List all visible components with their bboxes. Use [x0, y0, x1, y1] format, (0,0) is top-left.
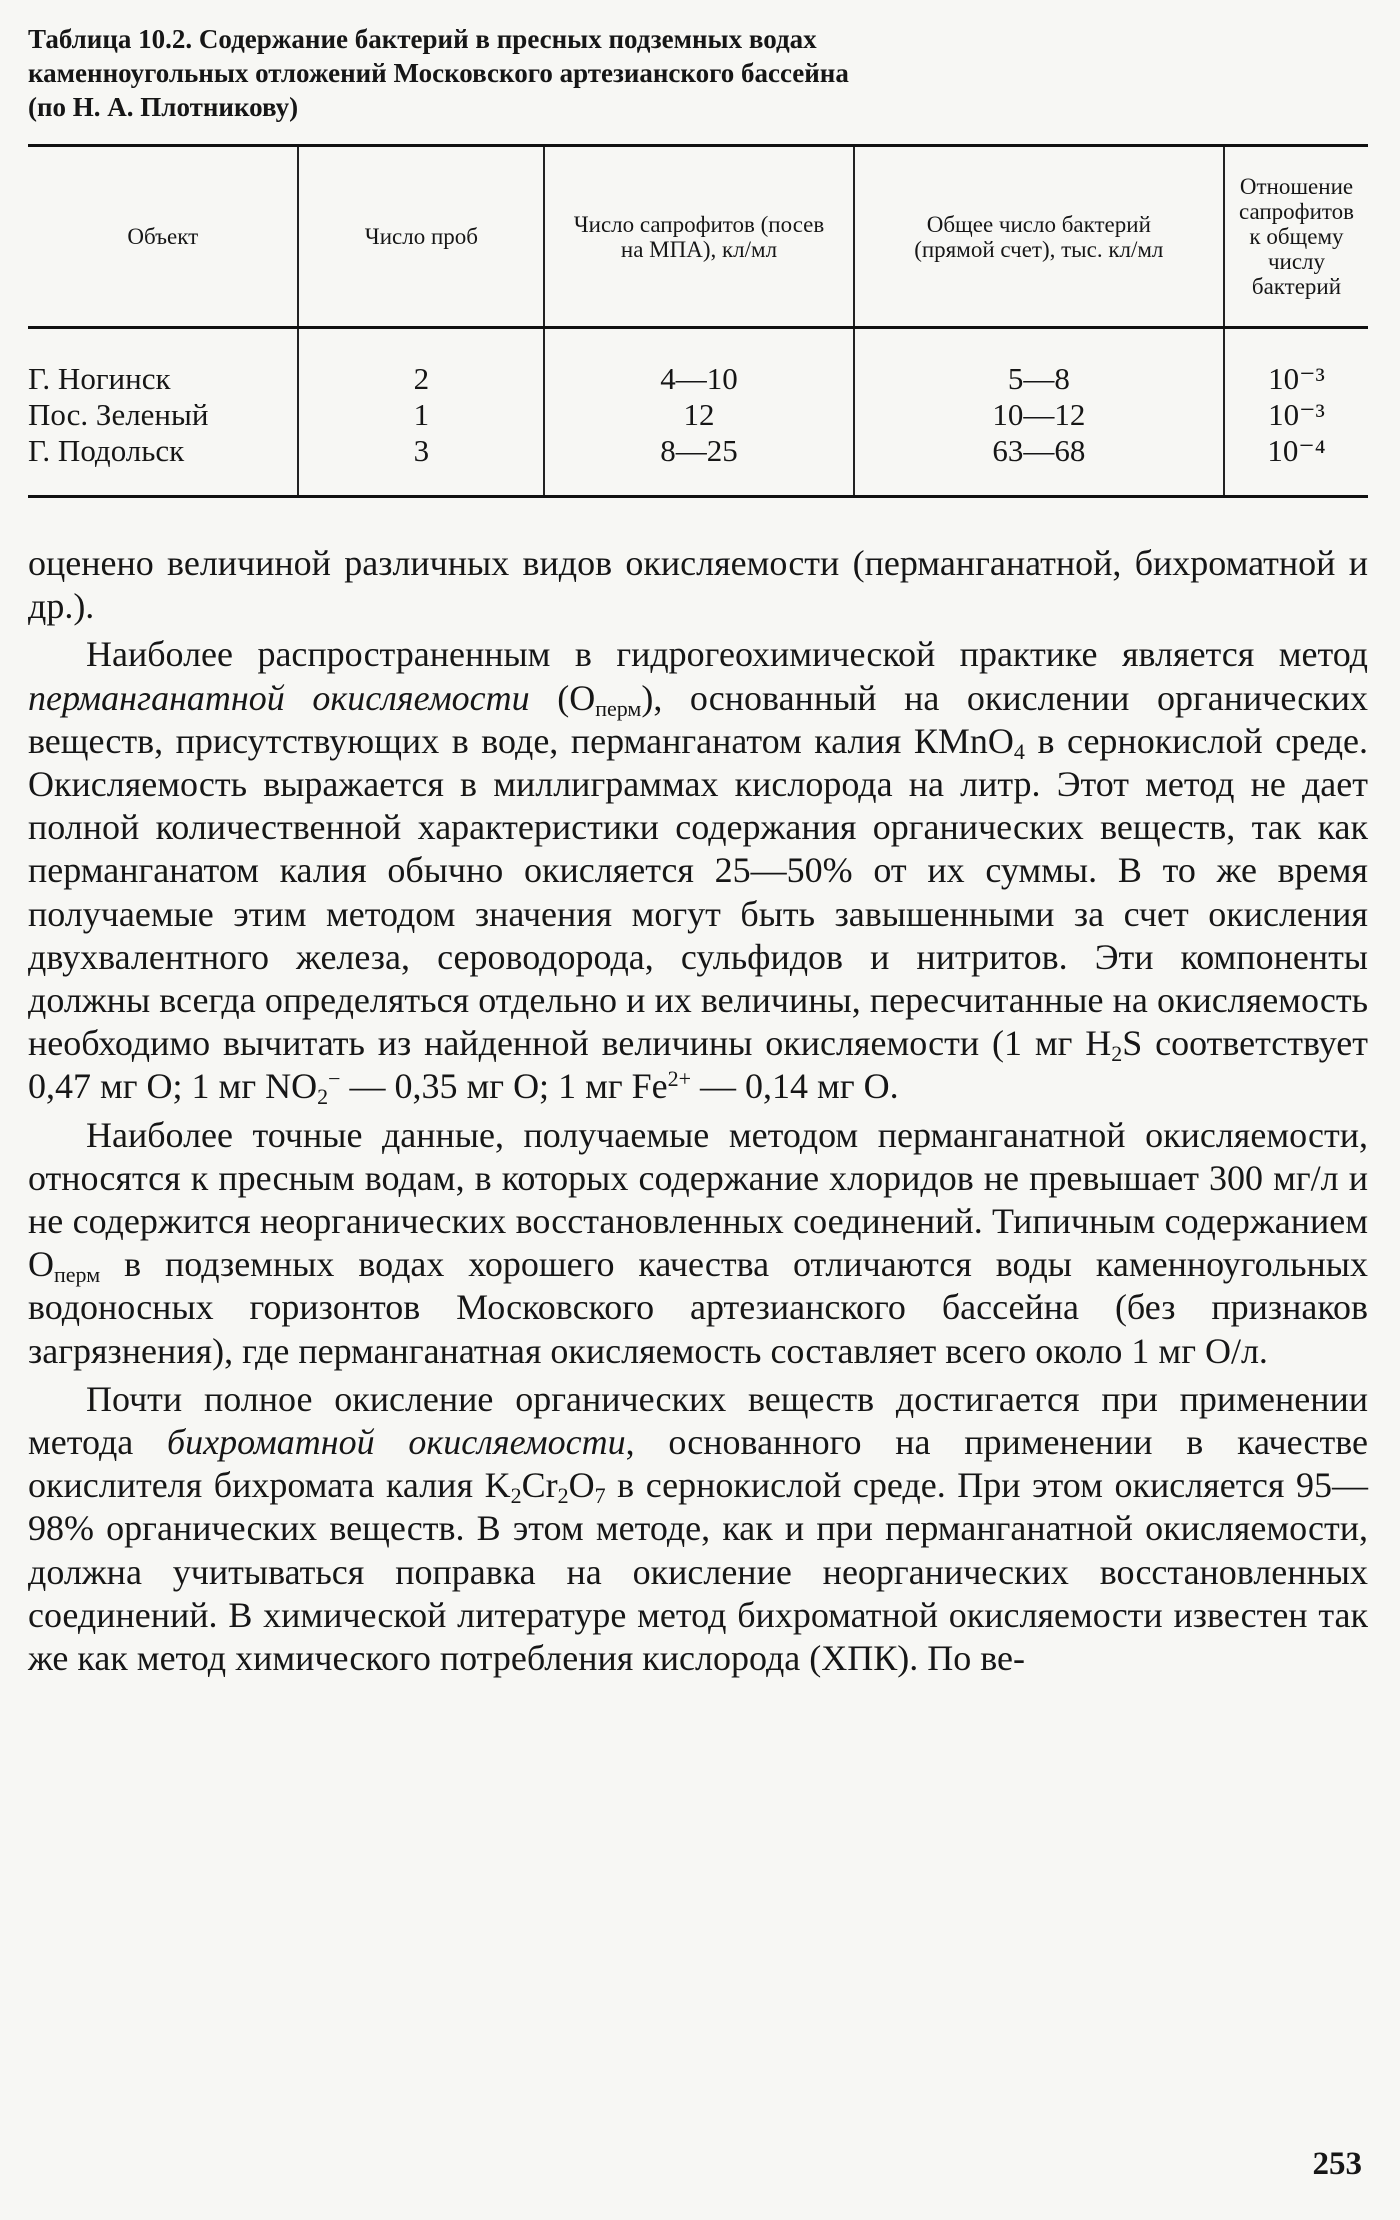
caption-line: Таблица 10.2. Содержание бактерий в пресных подземных водах — [28, 24, 817, 54]
cell-total: 5—8 — [854, 361, 1224, 397]
paragraph: Наиболее распространенным в гидрогеохимической практике является метод перманганатной окисляемости $(О_{перм})$, основанный на окислении органических веществ, присутствующих в воде, перманганатом калия КМnО$_4$ в сернокислой среде. Окисляемость выражается в миллиграммах кислорода на литр. Этот метод не дает полной количественной характеристики содержания органических веществ, так как перманганатом калия обычно окисляется 25—50% от их суммы. В то же время получаемые этим методом значения могут быть завышенными за счет окисления двухвалентного железа, сероводорода, сульфидов и нитритов. Эти компоненты должны всегда определяться отдельно и их величины, пересчитанные на окисляемость необходимо вычитать из найденной величины окисляемости (1 мг $Н_2S$ соответствует 0,47 мг О; 1 мг $NO_2^-$ — 0,35 мг О; 1 мг $Fe^{2+}$ — 0,14 мг О. — [28, 634, 1368, 1110]
caption-line: (по Н. А. Плотникову) — [28, 92, 299, 122]
paragraph: Наиболее точные данные, получаемые методом перманганатной окисляемости, относятся к пресным водам, в которых содержание хлоридов не превышает 300 мг/л и не содержится неорганических восстановленных соединений. Типичным содержанием $О_{перм}$ в подземных водах хорошего качества отличаются воды каменноугольных водоносных горизонтов Московского артезианского бассейна (без признаков загрязнения), где перманганатная окисляемость составляет всего около 1 мг О/л. — [28, 1114, 1368, 1371]
cell-ratio: 10⁻³ — [1224, 361, 1368, 397]
header-saprophytes: Число сапрофитов (посев на МПА), кл/мл — [544, 146, 853, 328]
page — [28, 22, 1368, 1685]
cell-samples: 2 — [298, 361, 544, 397]
cell-saprophytes: 8—25 — [544, 433, 853, 497]
cell-total: 10—12 — [854, 397, 1224, 433]
paragraph: оцененo величиной различных видов окисляемости (перманганатной, бихроматной и др.). — [28, 543, 1368, 627]
header-samples: Число проб — [298, 146, 544, 328]
cell-total: 63—68 — [854, 433, 1224, 497]
cell-saprophytes: 12 — [544, 397, 853, 433]
cell-object: Г. Ногинск — [28, 361, 171, 396]
cell-ratio: 10⁻⁴ — [1224, 433, 1368, 497]
table-row — [28, 361, 1368, 397]
table-row — [28, 433, 1368, 497]
header-ratio: Отношение сапрофитов к общему числу бактерий — [1224, 146, 1368, 328]
page-number: 253 — [1312, 2146, 1362, 2182]
header-total-bacteria: Общее число бактерий (прямой счет), тыс. кл/мл — [854, 146, 1224, 328]
body-text — [28, 542, 1368, 1680]
table-row — [28, 397, 1368, 433]
bacteria-table — [28, 144, 1368, 498]
table-caption — [28, 22, 1188, 124]
cell-saprophytes: 4—10 — [544, 361, 853, 397]
paragraph: Почти полное окисление органических веществ достигается при применении метода бихроматной окисляемости, основанного на применении в качестве окислителя бихромата калия $K_2Cr_2O_7$ в сернокислой среде. При этом окисляется 95—98% органических веществ. В этом методе, как и при перманганатной окисляемости, должна учитываться поправка на окисление неорганических восстановленных соединений. В химической литературе метод бихроматной окисляемости известен так же как метод химического потребления кислорода (ХПК). По ве- — [28, 1378, 1369, 1679]
cell-ratio: 10⁻³ — [1224, 397, 1368, 433]
header-object: Объект — [28, 146, 298, 328]
cell-object: Пос. Зеленый — [28, 397, 209, 432]
cell-samples: 1 — [298, 397, 544, 433]
caption-line: каменноугольных отложений Московского артезианского бассейна — [28, 58, 849, 88]
cell-object: Г. Подольск — [28, 433, 298, 497]
cell-samples: 3 — [298, 433, 544, 497]
term-bichromate: бихроматной окисляемости — [167, 1422, 626, 1463]
term-permanganate: перманганатной окисляемости — [28, 677, 530, 718]
table-header-row — [28, 146, 1368, 328]
